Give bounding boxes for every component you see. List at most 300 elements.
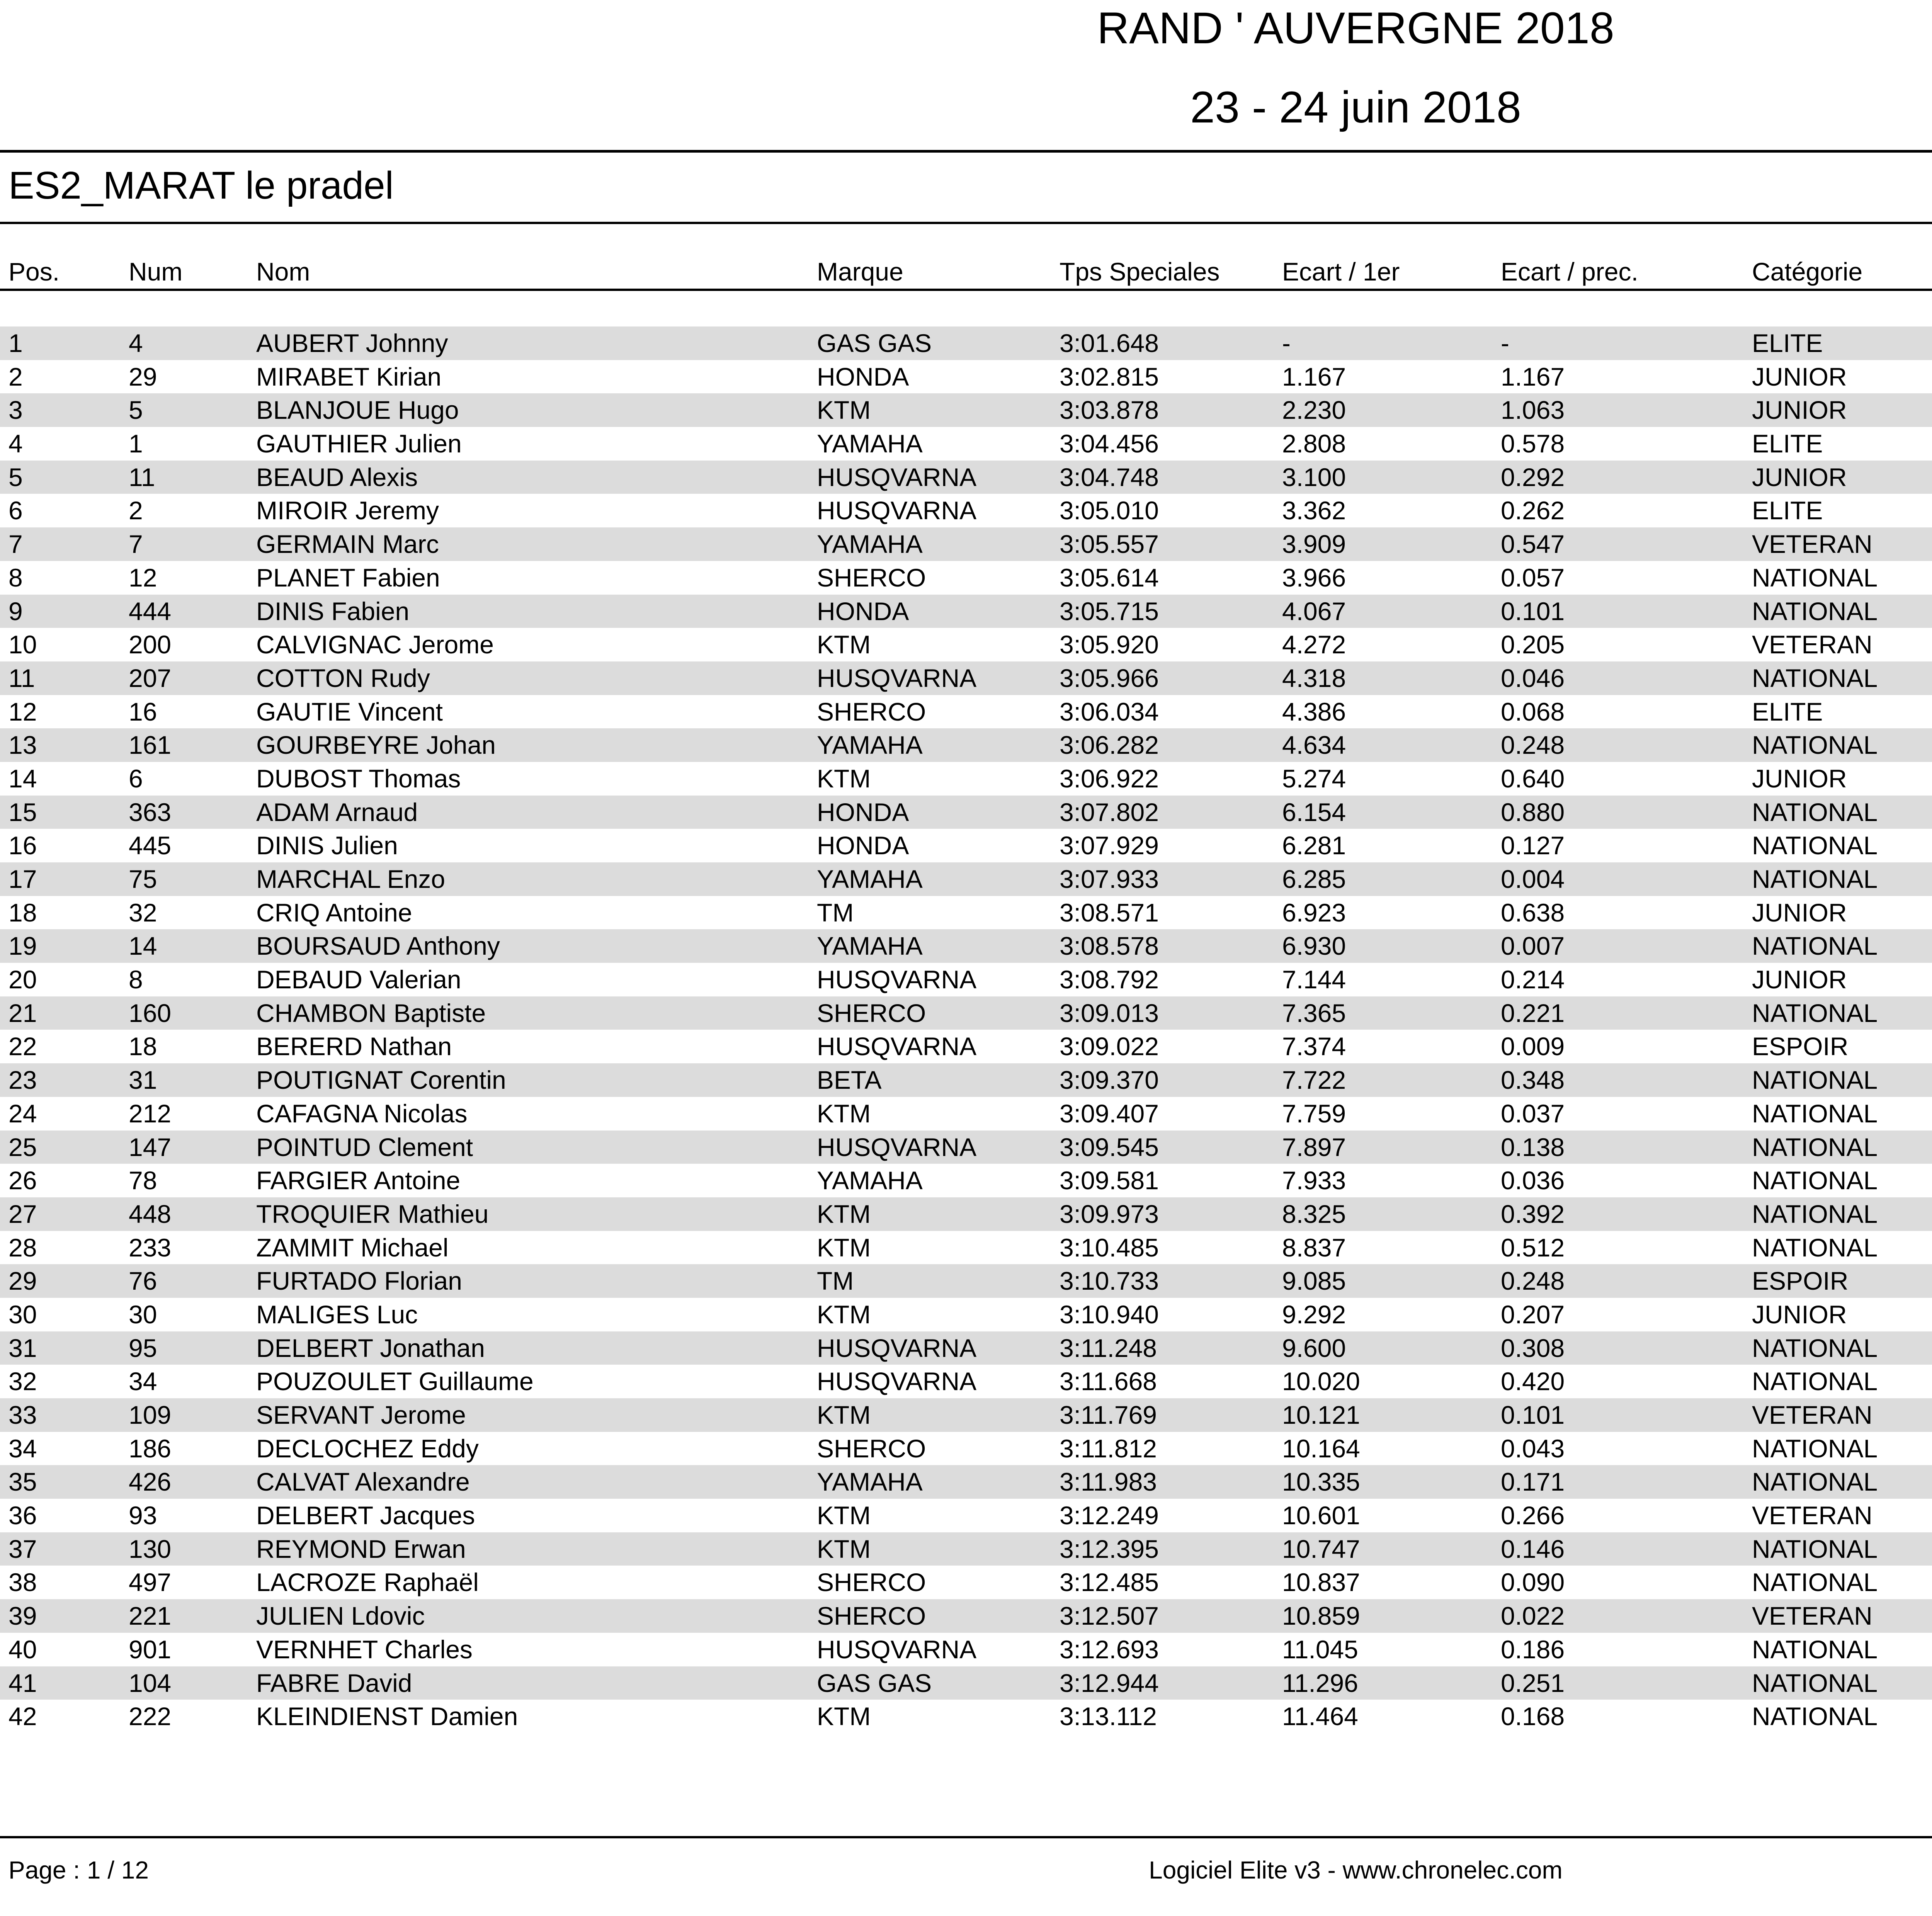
cell-marque: KTM <box>817 1534 871 1563</box>
table-row <box>0 896 1932 930</box>
cell-ecart-prec: 0.043 <box>1501 1434 1565 1463</box>
table-row <box>0 1432 1932 1465</box>
cell-ecart-1er: 9.600 <box>1282 1333 1346 1362</box>
cell-num: 75 <box>129 865 157 893</box>
cell-tps: 3:01.648 <box>1060 329 1159 357</box>
cell-marque: YAMAHA <box>817 865 923 893</box>
cell-categorie: NATIONAL <box>1752 932 1878 961</box>
cell-num: 12 <box>129 563 157 592</box>
cell-ecart-prec: 0.348 <box>1501 1066 1565 1095</box>
cell-nom: KLEINDIENST Damien <box>256 1702 518 1731</box>
cell-ecart-1er: 7.933 <box>1282 1166 1346 1195</box>
cell-ecart-prec: 0.146 <box>1501 1534 1565 1563</box>
cell-ecart-prec: 1.063 <box>1501 396 1565 425</box>
header-divider <box>0 289 1932 291</box>
cell-ecart-1er: 9.292 <box>1282 1300 1346 1329</box>
cell-marque: SHERCO <box>817 998 926 1027</box>
table-row <box>0 1465 1932 1499</box>
cell-marque: TM <box>817 898 854 927</box>
cell-ecart-1er: 3.100 <box>1282 462 1346 491</box>
cell-categorie: VETERAN <box>1752 1401 1872 1429</box>
table-row <box>0 1365 1932 1398</box>
cell-tps: 3:10.940 <box>1060 1300 1159 1329</box>
cell-pos: 19 <box>9 932 37 961</box>
cell-ecart-1er: 6.154 <box>1282 797 1346 826</box>
cell-num: 222 <box>129 1702 172 1731</box>
cell-ecart-prec: 0.037 <box>1501 1099 1565 1128</box>
stage-name: ES2_MARAT le pradel <box>9 164 394 207</box>
cell-marque: BETA <box>817 1066 882 1095</box>
cell-num: 6 <box>129 764 143 793</box>
table-row <box>0 1633 1932 1666</box>
table-row <box>0 829 1932 862</box>
cell-num: 186 <box>129 1434 172 1463</box>
cell-pos: 32 <box>9 1367 37 1396</box>
cell-categorie: VETERAN <box>1752 1601 1872 1630</box>
table-row <box>0 728 1932 762</box>
cell-categorie: NATIONAL <box>1752 1635 1878 1664</box>
cell-nom: GERMAIN Marc <box>256 530 439 559</box>
cell-tps: 3:07.933 <box>1060 865 1159 893</box>
table-row <box>0 427 1932 461</box>
cell-ecart-prec: 0.036 <box>1501 1166 1565 1195</box>
cell-pos: 11 <box>9 663 35 692</box>
cell-ecart-prec: 0.057 <box>1501 563 1565 592</box>
table-row <box>0 326 1932 360</box>
cell-ecart-1er: 10.335 <box>1282 1467 1360 1496</box>
cell-num: 5 <box>129 396 143 425</box>
cell-pos: 41 <box>9 1668 37 1697</box>
cell-pos: 2 <box>9 362 23 391</box>
header-tps-speciales: Tps Speciales <box>1060 257 1220 286</box>
cell-ecart-prec: 0.068 <box>1501 697 1565 726</box>
table-row <box>0 360 1932 394</box>
cell-tps: 3:07.929 <box>1060 831 1159 860</box>
cell-marque: HUSQVARNA <box>817 1333 977 1362</box>
cell-marque: HUSQVARNA <box>817 965 977 994</box>
cell-ecart-prec: 0.127 <box>1501 831 1565 860</box>
cell-marque: KTM <box>817 630 871 659</box>
cell-nom: JULIEN Ldovic <box>256 1601 425 1630</box>
cell-marque: KTM <box>817 1501 871 1530</box>
cell-nom: COTTON Rudy <box>256 663 430 692</box>
table-row <box>0 1532 1932 1566</box>
cell-marque: HUSQVARNA <box>817 496 977 525</box>
cell-marque: SHERCO <box>817 1434 926 1463</box>
cell-tps: 3:12.944 <box>1060 1668 1159 1697</box>
table-row <box>0 527 1932 561</box>
table-row <box>0 1398 1932 1432</box>
cell-tps: 3:08.792 <box>1060 965 1159 994</box>
cell-pos: 40 <box>9 1635 37 1664</box>
cell-num: 448 <box>129 1199 172 1228</box>
cell-num: 363 <box>129 797 172 826</box>
cell-categorie: JUNIOR <box>1752 396 1847 425</box>
cell-ecart-1er: 4.318 <box>1282 663 1346 692</box>
cell-categorie: NATIONAL <box>1752 1166 1878 1195</box>
cell-marque: HUSQVARNA <box>817 1635 977 1664</box>
cell-tps: 3:09.581 <box>1060 1166 1159 1195</box>
cell-nom: TROQUIER Mathieu <box>256 1199 489 1228</box>
cell-categorie: NATIONAL <box>1752 1367 1878 1396</box>
cell-categorie: NATIONAL <box>1752 563 1878 592</box>
cell-num: 161 <box>129 731 172 760</box>
cell-num: 160 <box>129 998 172 1027</box>
table-row <box>0 1063 1932 1097</box>
cell-categorie: NATIONAL <box>1752 1668 1878 1697</box>
cell-categorie: ELITE <box>1752 329 1823 357</box>
cell-ecart-1er: 4.067 <box>1282 597 1346 626</box>
cell-pos: 42 <box>9 1702 37 1731</box>
cell-num: 233 <box>129 1233 172 1262</box>
cell-tps: 3:12.395 <box>1060 1534 1159 1563</box>
table-row <box>0 561 1932 595</box>
cell-marque: KTM <box>817 1401 871 1429</box>
table-row <box>0 1097 1932 1131</box>
cell-ecart-1er: 4.272 <box>1282 630 1346 659</box>
cell-ecart-prec: 0.547 <box>1501 530 1565 559</box>
cell-categorie: NATIONAL <box>1752 1534 1878 1563</box>
cell-ecart-1er: 8.325 <box>1282 1199 1346 1228</box>
table-row <box>0 929 1932 963</box>
table-row <box>0 595 1932 628</box>
cell-num: 34 <box>129 1367 157 1396</box>
table-row <box>0 494 1932 527</box>
header-ecart-prec: Ecart / prec. <box>1501 257 1638 286</box>
cell-ecart-prec: 0.578 <box>1501 429 1565 458</box>
cell-ecart-1er: 11.045 <box>1282 1635 1358 1664</box>
results-table-body <box>0 326 1932 1733</box>
cell-num: 8 <box>129 965 143 994</box>
cell-pos: 16 <box>9 831 37 860</box>
cell-categorie: NATIONAL <box>1752 597 1878 626</box>
cell-num: 76 <box>129 1267 157 1295</box>
cell-pos: 9 <box>9 597 23 626</box>
cell-tps: 3:09.022 <box>1060 1032 1159 1061</box>
cell-tps: 3:12.249 <box>1060 1501 1159 1530</box>
cell-tps: 3:10.485 <box>1060 1233 1159 1262</box>
cell-pos: 7 <box>9 530 23 559</box>
cell-num: 426 <box>129 1467 172 1496</box>
cell-categorie: VETERAN <box>1752 530 1872 559</box>
cell-tps: 3:08.578 <box>1060 932 1159 961</box>
cell-categorie: NATIONAL <box>1752 998 1878 1027</box>
table-row <box>0 1131 1932 1164</box>
cell-ecart-1er: 10.121 <box>1282 1401 1360 1429</box>
table-row <box>0 661 1932 695</box>
cell-marque: SHERCO <box>817 563 926 592</box>
cell-num: 30 <box>129 1300 157 1329</box>
cell-marque: GAS GAS <box>817 1668 932 1697</box>
cell-pos: 35 <box>9 1467 37 1496</box>
cell-nom: AUBERT Johnny <box>256 329 448 357</box>
cell-nom: GOURBEYRE Johan <box>256 731 496 760</box>
header-marque: Marque <box>817 257 903 286</box>
cell-pos: 38 <box>9 1568 37 1597</box>
cell-num: 18 <box>129 1032 157 1061</box>
footer-divider <box>0 1836 1932 1838</box>
cell-ecart-1er: 7.759 <box>1282 1099 1346 1128</box>
cell-nom: DECLOCHEZ Eddy <box>256 1434 479 1463</box>
cell-pos: 15 <box>9 797 37 826</box>
cell-ecart-1er: 6.930 <box>1282 932 1346 961</box>
cell-ecart-prec: 0.171 <box>1501 1467 1565 1496</box>
cell-pos: 24 <box>9 1099 37 1128</box>
cell-ecart-1er: 9.085 <box>1282 1267 1346 1295</box>
cell-categorie: JUNIOR <box>1752 462 1847 491</box>
cell-ecart-prec: 0.168 <box>1501 1702 1565 1731</box>
cell-marque: HONDA <box>817 831 909 860</box>
cell-ecart-1er: 7.144 <box>1282 965 1346 994</box>
cell-num: 221 <box>129 1601 172 1630</box>
cell-tps: 3:03.878 <box>1060 396 1159 425</box>
cell-tps: 3:12.507 <box>1060 1601 1159 1630</box>
cell-ecart-prec: 0.022 <box>1501 1601 1565 1630</box>
cell-pos: 13 <box>9 731 37 760</box>
cell-marque: HONDA <box>817 797 909 826</box>
cell-ecart-prec: 0.214 <box>1501 965 1565 994</box>
cell-nom: BOURSAUD Anthony <box>256 932 500 961</box>
cell-nom: CRIQ Antoine <box>256 898 412 927</box>
cell-marque: SHERCO <box>817 697 926 726</box>
cell-pos: 14 <box>9 764 37 793</box>
cell-ecart-prec: 0.138 <box>1501 1132 1565 1161</box>
cell-num: 29 <box>129 362 157 391</box>
cell-ecart-1er: 3.966 <box>1282 563 1346 592</box>
cell-ecart-prec: 0.512 <box>1501 1233 1565 1262</box>
cell-ecart-1er: 7.365 <box>1282 998 1346 1027</box>
cell-tps: 3:05.010 <box>1060 496 1159 525</box>
header-nom: Nom <box>256 257 310 286</box>
cell-tps: 3:13.112 <box>1060 1702 1157 1731</box>
cell-ecart-prec: - <box>1501 329 1509 357</box>
cell-marque: KTM <box>817 1300 871 1329</box>
cell-marque: YAMAHA <box>817 429 923 458</box>
cell-num: 901 <box>129 1635 172 1664</box>
cell-nom: GAUTHIER Julien <box>256 429 462 458</box>
cell-nom: CALVAT Alexandre <box>256 1467 470 1496</box>
cell-ecart-prec: 0.248 <box>1501 731 1565 760</box>
cell-categorie: JUNIOR <box>1752 965 1847 994</box>
cell-pos: 4 <box>9 429 23 458</box>
cell-marque: GAS GAS <box>817 329 932 357</box>
cell-nom: FARGIER Antoine <box>256 1166 461 1195</box>
document-title: RAND ' AUVERGNE 2018 <box>1097 3 1614 53</box>
cell-num: 4 <box>129 329 143 357</box>
cell-ecart-prec: 1.167 <box>1501 362 1565 391</box>
cell-ecart-prec: 0.007 <box>1501 932 1565 961</box>
cell-nom: MALIGES Luc <box>256 1300 418 1329</box>
cell-ecart-prec: 0.248 <box>1501 1267 1565 1295</box>
cell-nom: CAFAGNA Nicolas <box>256 1099 468 1128</box>
table-row <box>0 1566 1932 1599</box>
cell-marque: SHERCO <box>817 1568 926 1597</box>
cell-tps: 3:09.370 <box>1060 1066 1159 1095</box>
cell-ecart-1er: 11.464 <box>1282 1702 1358 1731</box>
cell-nom: POINTUD Clement <box>256 1132 473 1161</box>
cell-nom: DELBERT Jonathan <box>256 1333 485 1362</box>
software-credit: Logiciel Elite v3 - www.chronelec.com <box>1149 1856 1563 1884</box>
cell-nom: MIROIR Jeremy <box>256 496 439 525</box>
table-row <box>0 796 1932 829</box>
table-row <box>0 862 1932 896</box>
cell-tps: 3:05.557 <box>1060 530 1159 559</box>
cell-nom: LACROZE Raphaël <box>256 1568 479 1597</box>
cell-tps: 3:11.812 <box>1060 1434 1157 1463</box>
cell-nom: MIRABET Kirian <box>256 362 442 391</box>
cell-ecart-1er: 7.722 <box>1282 1066 1346 1095</box>
cell-pos: 23 <box>9 1066 37 1095</box>
cell-ecart-prec: 0.207 <box>1501 1300 1565 1329</box>
cell-nom: FABRE David <box>256 1668 412 1697</box>
table-row <box>0 1331 1932 1365</box>
cell-tps: 3:07.802 <box>1060 797 1159 826</box>
cell-tps: 3:11.983 <box>1060 1467 1157 1496</box>
cell-ecart-prec: 0.266 <box>1501 1501 1565 1530</box>
table-row <box>0 762 1932 796</box>
cell-num: 147 <box>129 1132 172 1161</box>
cell-num: 497 <box>129 1568 172 1597</box>
top-divider <box>0 150 1932 153</box>
cell-tps: 3:11.769 <box>1060 1401 1157 1429</box>
cell-ecart-1er: 6.285 <box>1282 865 1346 893</box>
cell-num: 1 <box>129 429 143 458</box>
cell-categorie: NATIONAL <box>1752 1233 1878 1262</box>
cell-tps: 3:05.920 <box>1060 630 1159 659</box>
cell-nom: BERERD Nathan <box>256 1032 452 1061</box>
cell-tps: 3:12.693 <box>1060 1635 1159 1664</box>
cell-marque: HUSQVARNA <box>817 1367 977 1396</box>
cell-categorie: JUNIOR <box>1752 764 1847 793</box>
cell-ecart-prec: 0.638 <box>1501 898 1565 927</box>
cell-marque: KTM <box>817 764 871 793</box>
cell-categorie: VETERAN <box>1752 1501 1872 1530</box>
header-pos: Pos. <box>9 257 60 286</box>
cell-pos: 20 <box>9 965 37 994</box>
cell-ecart-1er: 2.808 <box>1282 429 1346 458</box>
subtitle-divider <box>0 222 1932 224</box>
cell-ecart-prec: 0.880 <box>1501 797 1565 826</box>
cell-pos: 29 <box>9 1267 37 1295</box>
cell-categorie: NATIONAL <box>1752 797 1878 826</box>
cell-ecart-1er: 8.837 <box>1282 1233 1346 1262</box>
cell-pos: 27 <box>9 1199 37 1228</box>
cell-num: 200 <box>129 630 172 659</box>
cell-ecart-1er: 10.837 <box>1282 1568 1360 1597</box>
cell-marque: KTM <box>817 1702 871 1731</box>
cell-pos: 12 <box>9 697 37 726</box>
cell-marque: YAMAHA <box>817 731 923 760</box>
cell-pos: 28 <box>9 1233 37 1262</box>
cell-pos: 33 <box>9 1401 37 1429</box>
cell-pos: 30 <box>9 1300 37 1329</box>
cell-ecart-1er: 10.601 <box>1282 1501 1360 1530</box>
cell-categorie: NATIONAL <box>1752 1066 1878 1095</box>
cell-categorie: NATIONAL <box>1752 1467 1878 1496</box>
cell-num: 31 <box>129 1066 157 1095</box>
cell-ecart-1er: 4.386 <box>1282 697 1346 726</box>
cell-categorie: ESPOIR <box>1752 1267 1849 1295</box>
cell-num: 93 <box>129 1501 157 1530</box>
cell-tps: 3:12.485 <box>1060 1568 1159 1597</box>
cell-ecart-1er: 7.374 <box>1282 1032 1346 1061</box>
page-number: Page : 1 / 12 <box>9 1856 149 1884</box>
table-row <box>0 1197 1932 1231</box>
cell-categorie: NATIONAL <box>1752 1132 1878 1161</box>
cell-pos: 5 <box>9 462 23 491</box>
table-row <box>0 1700 1932 1733</box>
cell-nom: ADAM Arnaud <box>256 797 418 826</box>
cell-tps: 3:08.571 <box>1060 898 1159 927</box>
cell-marque: HUSQVARNA <box>817 462 977 491</box>
cell-ecart-prec: 0.392 <box>1501 1199 1565 1228</box>
cell-marque: SHERCO <box>817 1601 926 1630</box>
cell-marque: HUSQVARNA <box>817 1132 977 1161</box>
table-row <box>0 1164 1932 1197</box>
cell-categorie: NATIONAL <box>1752 831 1878 860</box>
cell-ecart-prec: 0.205 <box>1501 630 1565 659</box>
cell-pos: 25 <box>9 1132 37 1161</box>
cell-pos: 6 <box>9 496 23 525</box>
cell-ecart-1er: 6.281 <box>1282 831 1346 860</box>
cell-nom: DINIS Fabien <box>256 597 410 626</box>
cell-categorie: NATIONAL <box>1752 1702 1878 1731</box>
cell-tps: 3:09.973 <box>1060 1199 1159 1228</box>
cell-marque: YAMAHA <box>817 530 923 559</box>
cell-num: 212 <box>129 1099 172 1128</box>
cell-marque: HUSQVARNA <box>817 1032 977 1061</box>
cell-ecart-1er: 3.909 <box>1282 530 1346 559</box>
cell-nom: DUBOST Thomas <box>256 764 461 793</box>
cell-categorie: ESPOIR <box>1752 1032 1849 1061</box>
table-row <box>0 963 1932 996</box>
cell-pos: 26 <box>9 1166 37 1195</box>
cell-ecart-1er: 3.362 <box>1282 496 1346 525</box>
cell-categorie: NATIONAL <box>1752 731 1878 760</box>
cell-pos: 18 <box>9 898 37 927</box>
cell-num: 207 <box>129 663 172 692</box>
cell-categorie: NATIONAL <box>1752 1099 1878 1128</box>
table-row <box>0 1298 1932 1331</box>
cell-categorie: NATIONAL <box>1752 1568 1878 1597</box>
cell-pos: 39 <box>9 1601 37 1630</box>
cell-tps: 3:06.034 <box>1060 697 1159 726</box>
header-ecart-1er: Ecart / 1er <box>1282 257 1400 286</box>
cell-num: 32 <box>129 898 157 927</box>
cell-nom: GAUTIE Vincent <box>256 697 443 726</box>
cell-ecart-1er: - <box>1282 329 1291 357</box>
cell-pos: 3 <box>9 396 23 425</box>
table-row <box>0 996 1932 1030</box>
cell-nom: SERVANT Jerome <box>256 1401 466 1429</box>
cell-num: 104 <box>129 1668 172 1697</box>
cell-ecart-1er: 5.274 <box>1282 764 1346 793</box>
cell-pos: 22 <box>9 1032 37 1061</box>
cell-ecart-prec: 0.308 <box>1501 1333 1565 1362</box>
cell-pos: 31 <box>9 1333 37 1362</box>
header-num: Num <box>129 257 183 286</box>
cell-pos: 37 <box>9 1534 37 1563</box>
cell-ecart-1er: 10.747 <box>1282 1534 1360 1563</box>
cell-marque: TM <box>817 1267 854 1295</box>
cell-categorie: NATIONAL <box>1752 1333 1878 1362</box>
cell-num: 2 <box>129 496 143 525</box>
cell-ecart-prec: 0.090 <box>1501 1568 1565 1597</box>
cell-tps: 3:11.248 <box>1060 1333 1157 1362</box>
cell-nom: PLANET Fabien <box>256 563 440 592</box>
cell-nom: POUZOULET Guillaume <box>256 1367 534 1396</box>
cell-pos: 17 <box>9 865 37 893</box>
